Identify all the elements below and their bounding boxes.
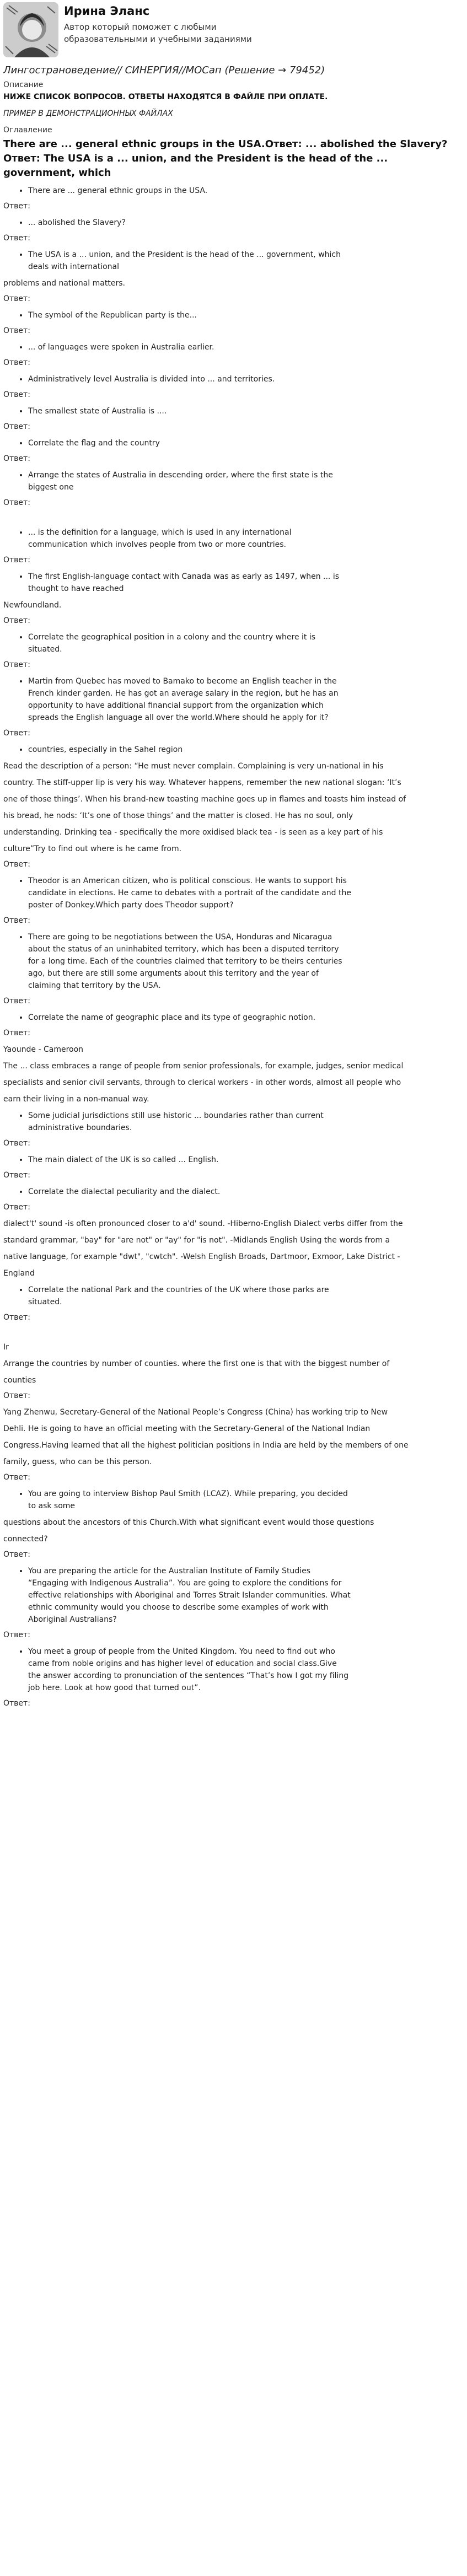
answer-label: Ответ: — [3, 997, 30, 1005]
question-item — [3, 675, 462, 724]
question-item — [3, 469, 462, 493]
answer-label: Ответ: — [3, 326, 30, 335]
question-item — [3, 1110, 462, 1134]
answer-label: Ответ: — [3, 390, 30, 399]
question-text: • The first English-language contact with Canada was as early as 1497, when ... is thought to have reached — [28, 571, 462, 595]
question-item — [3, 1565, 462, 1626]
question-item — [3, 341, 462, 353]
paragraph: standard grammar, "bay" for "are not" or "ay" for "is not". -Midlands English Using the words from a — [3, 1236, 390, 1245]
paragraph: his bread, he nods: ‘It’s one of those things’ and the matter is closed. He has no soul, only — [3, 811, 353, 820]
paragraph: country. The stiff-upper lip is very his way. Whatever happens, remember the new national slogan: ‘It’s — [3, 778, 401, 787]
question-text: • ... of languages were spoken in Australia earlier. — [28, 341, 462, 353]
question-item — [3, 217, 462, 229]
author-description: Автор который поможет с любыми образовательными и учебными заданиями — [64, 22, 252, 44]
question-text: • Correlate the name of geographic place and its type of geographic notion. — [28, 1012, 462, 1024]
paragraph: connected? — [3, 1535, 48, 1544]
question-text: • Correlate the flag and the country — [28, 437, 462, 449]
paragraph: culture”Try to find out where is he came from. — [3, 845, 182, 853]
paragraph: dialect't' sound -is often pronounced closer to a'd' sound. -Hiberno-English Dialect verbs differ from the — [3, 1219, 403, 1228]
paragraph: understanding. Drinking tea - specifically the more oxidised black tea - is seen as a key part of his — [3, 828, 383, 837]
question-text: • The USA is a ... union, and the President is the head of the ... government, which deals with international — [28, 249, 462, 273]
paragraph: Arrange the countries by number of counties. where the first one is that with the biggest number of — [3, 1359, 390, 1368]
question-item — [3, 185, 462, 197]
paragraph: family, guess, who can be this person. — [3, 1458, 152, 1466]
question-item — [3, 309, 462, 321]
paragraph: Yaounde - Cameroon — [3, 1045, 84, 1054]
answer-label: Ответ: — [3, 1139, 30, 1148]
question-text: • Martin from Quebec has moved to Bamako to become an English teacher in the French kinder garden. He has got an average salary in the region, but he has an opportunity to have additional financial support from the organization which spreads the English language all over the world.Where should he apply for it? — [28, 675, 462, 724]
paragraph: Read the description of a person: “He must never complain. Complaining is very un-national in his — [3, 762, 384, 771]
question-text: • Correlate the dialectal peculiarity and the dialect. — [28, 1186, 462, 1198]
answer-label: Ответ: — [3, 1171, 30, 1180]
paragraph: native language, for example "dwt", "cwtch". -Welsh English Broads, Dartmoor, Exmoor, Lake District - — [3, 1252, 400, 1261]
description-label: Описание — [3, 80, 44, 89]
question-item — [3, 875, 462, 911]
answer-label: Ответ: — [3, 616, 30, 625]
question-item — [3, 405, 462, 417]
answer-label: Ответ: — [3, 1550, 30, 1559]
answer-label: Ответ: — [3, 1473, 30, 1482]
answer-label: Ответ: — [3, 422, 30, 431]
question-text: • Administratively level Australia is divided into ... and territories. — [28, 373, 462, 385]
avatar[interactable] — [3, 2, 58, 57]
answer-label: Ответ: — [3, 234, 30, 243]
paragraph: Yang Zhenwu, Secretary-General of the National People’s Congress (China) has working trip to New — [3, 1408, 388, 1417]
question-item — [3, 571, 462, 595]
question-text: • You are preparing the article for the Australian Institute of Family Studies “Engaging with Indigenous Australia”. You are going to explore the conditions for effective relationships with Aboriginal and Torres Strait Islander communities. What ethnic community would you choose to describe some examples of work with Aboriginal Australians? — [28, 1565, 462, 1626]
question-item — [3, 1186, 462, 1198]
question-list — [3, 185, 462, 1709]
answer-label: Ответ: — [3, 202, 30, 211]
answer-label: Ответ: — [3, 860, 30, 869]
question-item — [3, 631, 462, 655]
answer-label: Ответ: — [3, 358, 30, 367]
paragraph: Congress.Having learned that all the highest politician positions in India are held by the members of one — [3, 1441, 409, 1450]
question-text: • There are ... general ethnic groups in the USA. — [28, 185, 462, 197]
paragraph: Newfoundland. — [3, 601, 62, 610]
paragraph: Ir — [3, 1343, 9, 1352]
question-item — [3, 437, 462, 449]
question-text: • You are going to interview Bishop Paul Smith (LCAZ). While preparing, you decided to ask some — [28, 1488, 462, 1512]
question-text: • Some judicial jurisdictions still use historic ... boundaries rather than current administrative boundaries. — [28, 1110, 462, 1134]
paragraph: Dehli. He is going to have an official meeting with the Secretary-General of the National Indian — [3, 1424, 371, 1433]
answer-label: Ответ: — [3, 1699, 30, 1708]
question-text: • Arrange the states of Australia in descending order, where the first state is the biggest one — [28, 469, 462, 493]
answer-label: Ответ: — [3, 1313, 30, 1322]
paragraph: The ... class embraces a range of people from senior professionals, for example, judges, senior medical — [3, 1062, 404, 1071]
description-notice: НИЖЕ СПИСОК ВОПРОСОВ. ОТВЕТЫ НАХОДЯТСЯ В ФАЙЛЕ ПРИ ОПЛАТЕ. — [3, 93, 328, 101]
answer-label: Ответ: — [3, 294, 30, 303]
answer-label: Ответ: — [3, 1203, 30, 1212]
question-text: • The main dialect of the UK is so called ... English. — [28, 1154, 462, 1166]
question-item — [3, 1012, 462, 1024]
question-text: • There are going to be negotiations between the USA, Honduras and Nicaragua about the status of an uninhabited territory, which has been a disputed territory for a long time. Each of the countries claimed that territory to be theirs centuries ago, but there are still some arguments about this territory and the year of claiming that territory by the USA. — [28, 931, 462, 992]
toc-heading: There are ... general ethnic groups in the USA.Ответ: ... abolished the Slavery?Ответ: The USA is a ... union, and the President is the head of the ... government, which — [3, 138, 448, 179]
paragraph: one of those things’. When his brand-new toasting machine goes up in flames and toasts him instead of — [3, 795, 406, 804]
question-item — [3, 373, 462, 385]
question-item — [3, 931, 462, 992]
paragraph: specialists and senior civil servants, through to clerical workers - in other words, almost all people who — [3, 1078, 401, 1087]
question-item — [3, 249, 462, 273]
answer-label: Ответ: — [3, 1631, 30, 1639]
question-item — [3, 744, 462, 756]
question-item — [3, 1154, 462, 1166]
question-item — [3, 1284, 462, 1308]
answer-label: Ответ: — [3, 729, 30, 738]
author-header — [3, 0, 462, 63]
author-name[interactable]: Ирина Эланс — [64, 4, 150, 18]
answer-label: Ответ: — [3, 498, 30, 507]
question-item — [3, 1488, 462, 1512]
answer-label: Ответ: — [3, 556, 30, 564]
answer-label: Ответ: — [3, 454, 30, 463]
avatar-image — [3, 2, 58, 57]
question-text: • ... is the definition for a language, which is used in any international communication which involves people from two or more countries. — [28, 526, 462, 551]
toc-label: Оглавление — [3, 126, 52, 135]
question-text: • Correlate the national Park and the countries of the UK where those parks are situated. — [28, 1284, 462, 1308]
spacer — [3, 1324, 462, 1337]
paragraph: earn their living in a non-manual way. — [3, 1095, 149, 1104]
answer-label: Ответ: — [3, 916, 30, 925]
question-text: • countries, especially in the Sahel region — [28, 744, 462, 756]
question-item — [3, 526, 462, 551]
paragraph: England — [3, 1269, 35, 1278]
question-text: • ... abolished the Slavery? — [28, 217, 462, 229]
paragraph: counties — [3, 1376, 36, 1385]
question-item — [3, 1645, 462, 1694]
question-text: • The smallest state of Australia is .... — [28, 405, 462, 417]
paragraph: questions about the ancestors of this Church.With what significant event would those questions — [3, 1518, 374, 1527]
description-sample-note: ПРИМЕР В ДЕМОНСТРАЦИОННЫХ ФАЙЛАХ — [3, 109, 173, 118]
question-text: • You meet a group of people from the United Kingdom. You need to find out who came from noble origins and has higher level of education and social class.Give the answer according to pronunciation of the sentences “That’s how I got my filing job here. Look at how good that turned out”. — [28, 1645, 462, 1694]
question-text: • Correlate the geographical position in a colony and the country where it is situated. — [28, 631, 462, 655]
question-text: • Theodor is an American citizen, who is political conscious. He wants to support his candidate in elections. He came to debates with a portrait of the candidate and the poster of Donkey.Which party does Theodor support? — [28, 875, 462, 911]
spacer — [3, 509, 462, 522]
paragraph: problems and national matters. — [3, 279, 125, 288]
answer-label: Ответ: — [3, 1029, 30, 1037]
document-title: Лингострановедение// СИНЕРГИЯ//МОСап (Решение → 79452) — [3, 64, 325, 76]
answer-label: Ответ: — [3, 660, 30, 669]
question-text: • The symbol of the Republican party is the... — [28, 309, 462, 321]
answer-label: Ответ: — [3, 1391, 30, 1400]
